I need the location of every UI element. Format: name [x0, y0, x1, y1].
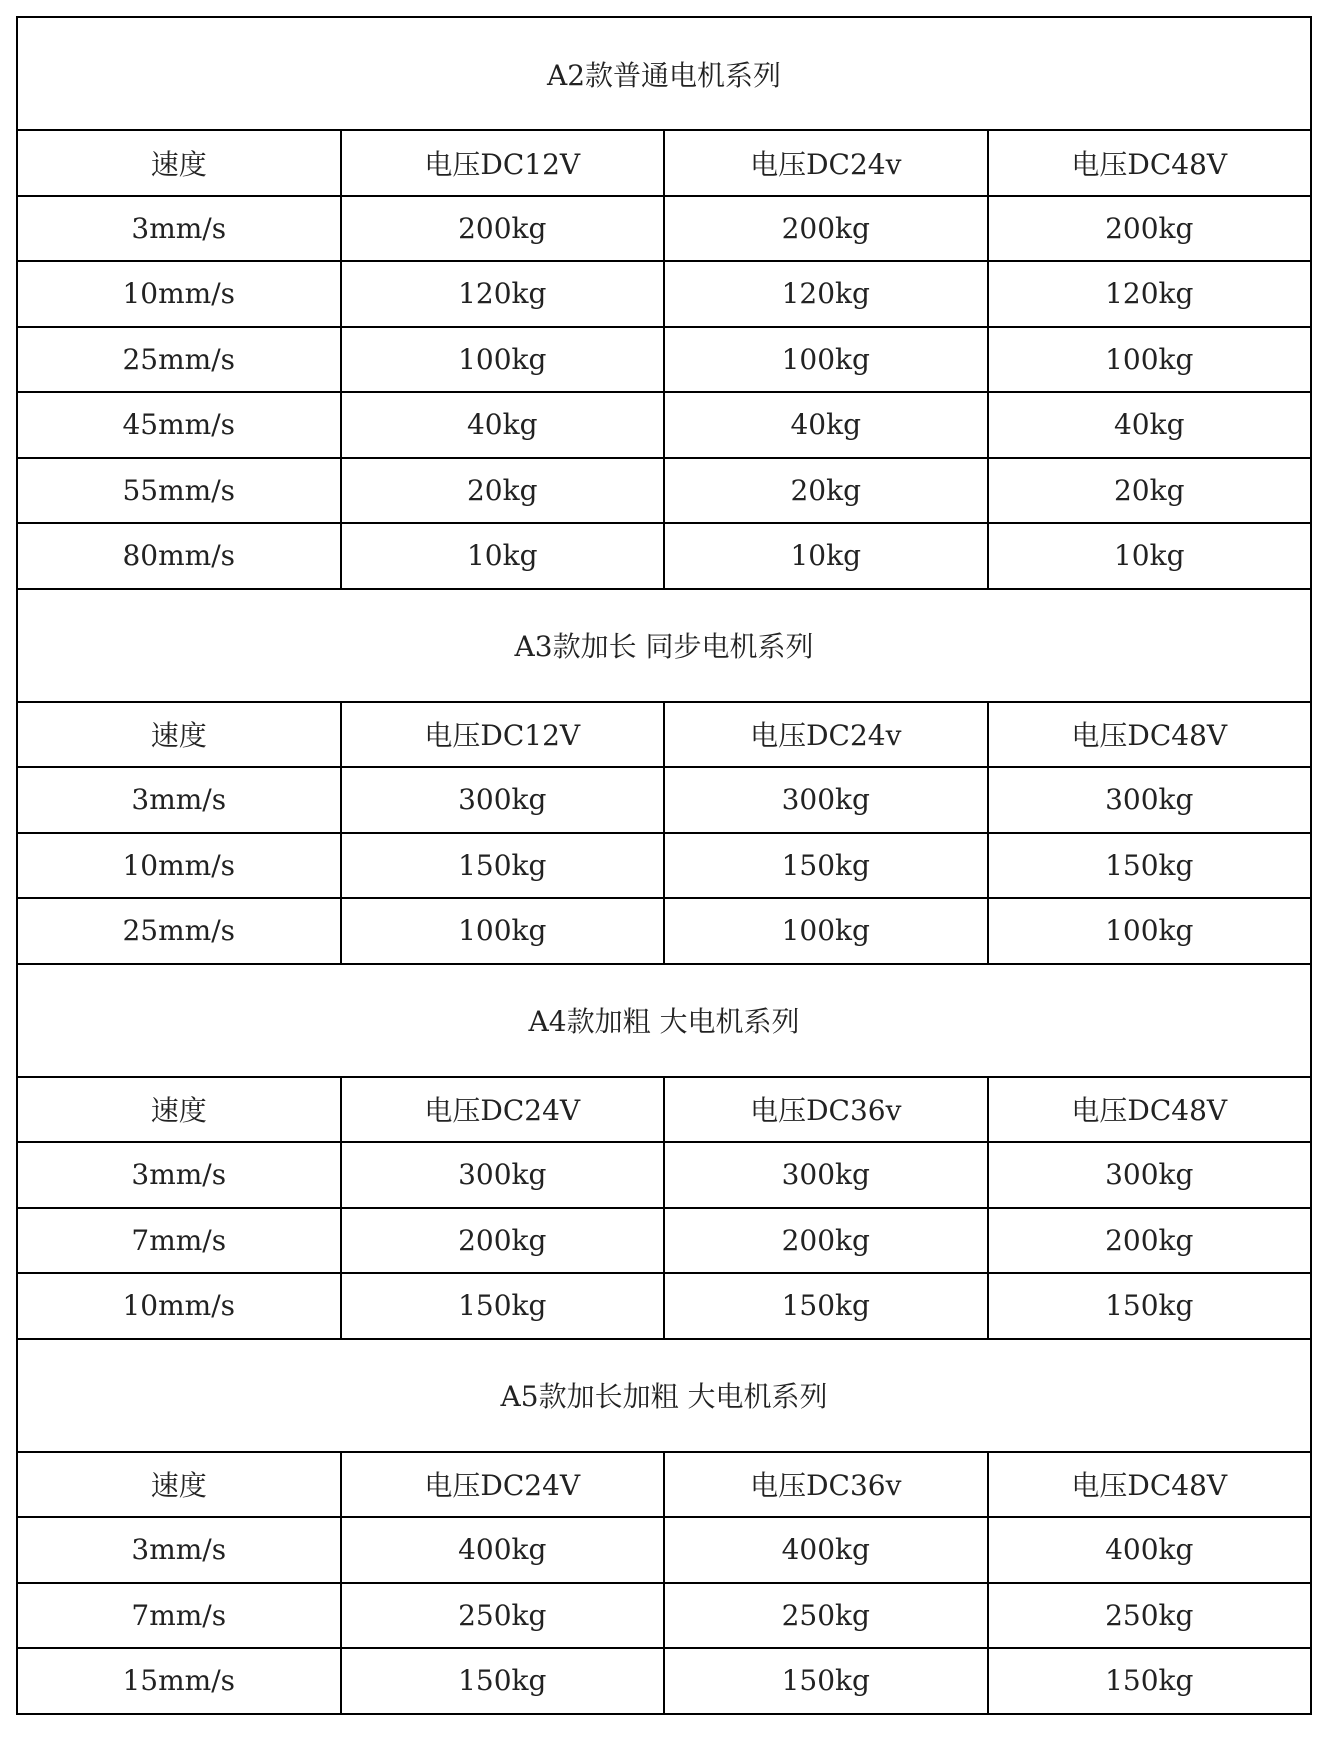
- section-title: A5款加长加粗 大电机系列: [17, 1339, 1311, 1452]
- header-cell: 电压DC48V: [988, 130, 1312, 196]
- header-row: [17, 702, 1311, 768]
- table-cell: 300kg: [664, 767, 988, 833]
- header-cell: 电压DC12V: [341, 130, 665, 196]
- table-cell: 100kg: [664, 898, 988, 964]
- table-cell: 100kg: [341, 327, 665, 393]
- table-cell: 3mm/s: [17, 1142, 341, 1208]
- table-cell: 200kg: [664, 1208, 988, 1274]
- header-row: [17, 1452, 1311, 1518]
- table-cell: 400kg: [341, 1517, 665, 1583]
- table-cell: 150kg: [341, 1648, 665, 1714]
- table-cell: 300kg: [988, 1142, 1312, 1208]
- table-row: [17, 523, 1311, 589]
- table-cell: 400kg: [664, 1517, 988, 1583]
- header-row: [17, 1077, 1311, 1143]
- table-cell: 25mm/s: [17, 898, 341, 964]
- section-title-row: [17, 589, 1311, 702]
- table-cell: 100kg: [988, 327, 1312, 393]
- header-cell: 速度: [17, 130, 341, 196]
- table-cell: 20kg: [341, 458, 665, 524]
- table-cell: 10kg: [341, 523, 665, 589]
- table-cell: 150kg: [988, 833, 1312, 899]
- table-cell: 150kg: [664, 833, 988, 899]
- table-cell: 7mm/s: [17, 1583, 341, 1649]
- header-cell: 速度: [17, 702, 341, 768]
- section-title-row: [17, 964, 1311, 1077]
- table-cell: 120kg: [341, 261, 665, 327]
- table-cell: 55mm/s: [17, 458, 341, 524]
- table-cell: 250kg: [988, 1583, 1312, 1649]
- header-cell: 电压DC36v: [664, 1452, 988, 1518]
- table-cell: 200kg: [664, 196, 988, 262]
- table-cell: 200kg: [341, 196, 665, 262]
- table-row: [17, 1648, 1311, 1714]
- table-cell: 3mm/s: [17, 196, 341, 262]
- table-cell: 150kg: [341, 1273, 665, 1339]
- table-cell: 10mm/s: [17, 1273, 341, 1339]
- table-cell: 300kg: [988, 767, 1312, 833]
- table-cell: 400kg: [988, 1517, 1312, 1583]
- header-cell: 电压DC48V: [988, 702, 1312, 768]
- table-row: [17, 1517, 1311, 1583]
- table-cell: 150kg: [988, 1273, 1312, 1339]
- table-row: [17, 196, 1311, 262]
- table-row: [17, 261, 1311, 327]
- table-row: [17, 767, 1311, 833]
- table-cell: 150kg: [341, 833, 665, 899]
- table-cell: 200kg: [988, 196, 1312, 262]
- motor-spec-table: [16, 16, 1312, 1715]
- section-title-row: [17, 17, 1311, 130]
- table-cell: 250kg: [341, 1583, 665, 1649]
- table-cell: 150kg: [664, 1648, 988, 1714]
- section-title: A4款加粗 大电机系列: [17, 964, 1311, 1077]
- table-cell: 10mm/s: [17, 833, 341, 899]
- table-cell: 10mm/s: [17, 261, 341, 327]
- table-cell: 40kg: [341, 392, 665, 458]
- table-cell: 150kg: [988, 1648, 1312, 1714]
- header-cell: 速度: [17, 1452, 341, 1518]
- header-cell: 电压DC36v: [664, 1077, 988, 1143]
- table-cell: 15mm/s: [17, 1648, 341, 1714]
- table-row: [17, 327, 1311, 393]
- header-row: [17, 130, 1311, 196]
- table-row: [17, 1208, 1311, 1274]
- table-cell: 40kg: [664, 392, 988, 458]
- table-cell: 200kg: [988, 1208, 1312, 1274]
- header-cell: 电压DC24v: [664, 702, 988, 768]
- table-cell: 20kg: [988, 458, 1312, 524]
- table-cell: 80mm/s: [17, 523, 341, 589]
- table-row: [17, 1142, 1311, 1208]
- header-cell: 电压DC24V: [341, 1452, 665, 1518]
- table-row: [17, 1273, 1311, 1339]
- table-cell: 3mm/s: [17, 767, 341, 833]
- table-cell: 3mm/s: [17, 1517, 341, 1583]
- section-title: A3款加长 同步电机系列: [17, 589, 1311, 702]
- table-cell: 100kg: [988, 898, 1312, 964]
- table-cell: 100kg: [341, 898, 665, 964]
- table-cell: 300kg: [341, 1142, 665, 1208]
- table-cell: 10kg: [664, 523, 988, 589]
- table-cell: 250kg: [664, 1583, 988, 1649]
- table-cell: 120kg: [988, 261, 1312, 327]
- table-cell: 7mm/s: [17, 1208, 341, 1274]
- table-cell: 45mm/s: [17, 392, 341, 458]
- table-cell: 200kg: [341, 1208, 665, 1274]
- table-cell: 40kg: [988, 392, 1312, 458]
- table-row: [17, 898, 1311, 964]
- table-body: [17, 17, 1311, 1714]
- header-cell: 电压DC12V: [341, 702, 665, 768]
- section-title: A2款普通电机系列: [17, 17, 1311, 130]
- header-cell: 速度: [17, 1077, 341, 1143]
- table-cell: 20kg: [664, 458, 988, 524]
- table-cell: 150kg: [664, 1273, 988, 1339]
- table-cell: 120kg: [664, 261, 988, 327]
- header-cell: 电压DC48V: [988, 1452, 1312, 1518]
- table-row: [17, 392, 1311, 458]
- table-cell: 25mm/s: [17, 327, 341, 393]
- section-title-row: [17, 1339, 1311, 1452]
- header-cell: 电压DC48V: [988, 1077, 1312, 1143]
- table-row: [17, 833, 1311, 899]
- header-cell: 电压DC24V: [341, 1077, 665, 1143]
- table-cell: 300kg: [341, 767, 665, 833]
- table-cell: 100kg: [664, 327, 988, 393]
- table-row: [17, 1583, 1311, 1649]
- table-cell: 300kg: [664, 1142, 988, 1208]
- table-row: [17, 458, 1311, 524]
- table-cell: 10kg: [988, 523, 1312, 589]
- header-cell: 电压DC24v: [664, 130, 988, 196]
